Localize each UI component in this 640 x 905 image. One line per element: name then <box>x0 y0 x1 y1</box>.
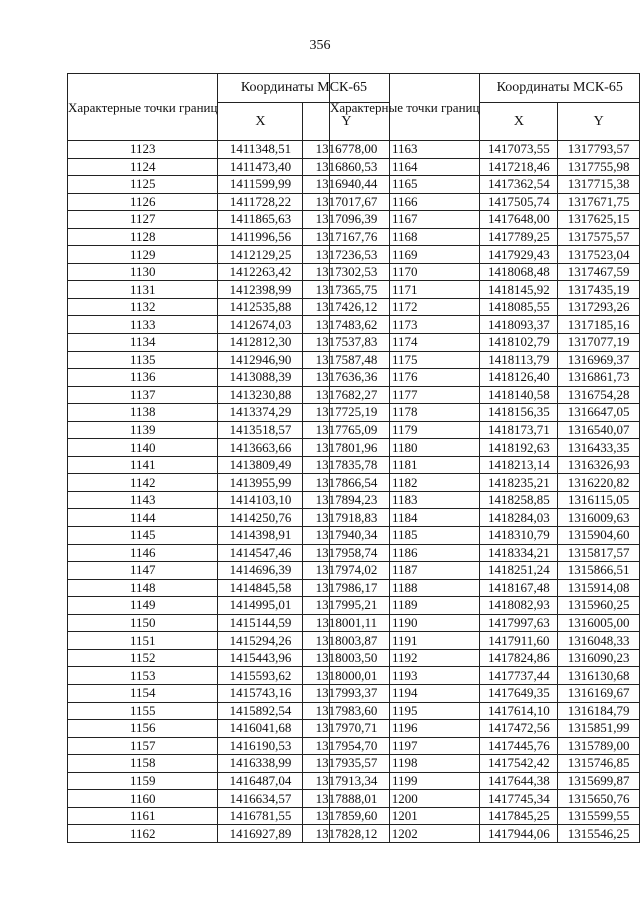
y-coordinate-cell: 1317293,26 <box>558 298 640 316</box>
table-row <box>330 386 640 404</box>
x-coordinate-cell: 1417911,60 <box>480 632 558 650</box>
y-coordinate-cell: 1315866,51 <box>558 562 640 580</box>
table-row <box>330 369 640 387</box>
x-coordinate-cell: 1418167,48 <box>480 579 558 597</box>
x-coordinate-cell: 1416927,89 <box>218 825 303 843</box>
x-coordinate-cell: 1412263,42 <box>218 263 303 281</box>
y-coordinate-cell: 1317537,83 <box>303 334 390 352</box>
y-coordinate-cell: 1316940,44 <box>303 176 390 194</box>
y-coordinate-cell: 1316861,73 <box>558 369 640 387</box>
y-coordinate-cell: 1317974,02 <box>303 562 390 580</box>
y-coordinate-cell: 1317671,75 <box>558 193 640 211</box>
x-coordinate-cell: 1418113,79 <box>480 351 558 369</box>
point-number-cell: 1160 <box>68 790 218 808</box>
x-coordinate-cell: 1413088,39 <box>218 369 303 387</box>
table-row <box>330 474 640 492</box>
point-number-cell: 1159 <box>68 772 218 790</box>
point-number-cell: 1175 <box>330 351 480 369</box>
point-number-cell: 1169 <box>330 246 480 264</box>
y-coordinate-cell: 1315960,25 <box>558 597 640 615</box>
x-coordinate-cell: 1417997,63 <box>480 614 558 632</box>
y-coordinate-cell: 1316115,05 <box>558 491 640 509</box>
x-coordinate-cell: 1418145,92 <box>480 281 558 299</box>
header-y: Y <box>558 103 640 141</box>
x-coordinate-cell: 1415144,59 <box>218 614 303 632</box>
table-row <box>330 263 640 281</box>
x-coordinate-cell: 1417649,35 <box>480 684 558 702</box>
y-coordinate-cell: 1317983,60 <box>303 702 390 720</box>
table-row <box>330 228 640 246</box>
x-coordinate-cell: 1414845,58 <box>218 579 303 597</box>
table-row <box>330 720 640 738</box>
point-number-cell: 1177 <box>330 386 480 404</box>
table-row <box>330 790 640 808</box>
y-coordinate-cell: 1315851,99 <box>558 720 640 738</box>
x-coordinate-cell: 1416781,55 <box>218 807 303 825</box>
point-number-cell: 1156 <box>68 720 218 738</box>
point-number-cell: 1150 <box>68 614 218 632</box>
x-coordinate-cell: 1411996,56 <box>218 228 303 246</box>
table-row <box>330 825 640 843</box>
point-number-cell: 1188 <box>330 579 480 597</box>
x-coordinate-cell: 1413809,49 <box>218 456 303 474</box>
point-number-cell: 1144 <box>68 509 218 527</box>
header-x: X <box>218 103 303 141</box>
point-number-cell: 1168 <box>330 228 480 246</box>
point-number-cell: 1178 <box>330 404 480 422</box>
y-coordinate-cell: 1317435,19 <box>558 281 640 299</box>
point-number-cell: 1176 <box>330 369 480 387</box>
point-number-cell: 1128 <box>68 228 218 246</box>
x-coordinate-cell: 1417218,46 <box>480 158 558 176</box>
y-coordinate-cell: 1315817,57 <box>558 544 640 562</box>
table-row <box>330 193 640 211</box>
header-characteristic-points: Характерные точки границ <box>68 74 218 141</box>
y-coordinate-cell: 1315650,76 <box>558 790 640 808</box>
x-coordinate-cell: 1417472,56 <box>480 720 558 738</box>
point-number-cell: 1180 <box>330 439 480 457</box>
x-coordinate-cell: 1412946,90 <box>218 351 303 369</box>
point-number-cell: 1146 <box>68 544 218 562</box>
x-coordinate-cell: 1411728,22 <box>218 193 303 211</box>
point-number-cell: 1135 <box>68 351 218 369</box>
point-number-cell: 1148 <box>68 579 218 597</box>
header-characteristic-points: Характерные точки границ <box>330 74 480 141</box>
point-number-cell: 1185 <box>330 527 480 545</box>
x-coordinate-cell: 1413955,99 <box>218 474 303 492</box>
x-coordinate-cell: 1418068,48 <box>480 263 558 281</box>
y-coordinate-cell: 1317365,75 <box>303 281 390 299</box>
table-row <box>330 702 640 720</box>
point-number-cell: 1167 <box>330 211 480 229</box>
page-number: 356 <box>309 38 331 53</box>
x-coordinate-cell: 1417745,34 <box>480 790 558 808</box>
y-coordinate-cell: 1315904,60 <box>558 527 640 545</box>
y-coordinate-cell: 1317954,70 <box>303 737 390 755</box>
table-row <box>330 456 640 474</box>
x-coordinate-cell: 1414250,76 <box>218 509 303 527</box>
x-coordinate-cell: 1417789,25 <box>480 228 558 246</box>
point-number-cell: 1158 <box>68 755 218 773</box>
y-coordinate-cell: 1316220,82 <box>558 474 640 492</box>
y-coordinate-cell: 1317940,34 <box>303 527 390 545</box>
y-coordinate-cell: 1316090,23 <box>558 649 640 667</box>
x-coordinate-cell: 1412812,30 <box>218 334 303 352</box>
x-coordinate-cell: 1418334,21 <box>480 544 558 562</box>
x-coordinate-cell: 1417505,74 <box>480 193 558 211</box>
header-y: Y <box>303 103 390 141</box>
y-coordinate-cell: 1317801,96 <box>303 439 390 457</box>
x-coordinate-cell: 1415294,26 <box>218 632 303 650</box>
y-coordinate-cell: 1315914,08 <box>558 579 640 597</box>
x-coordinate-cell: 1417845,25 <box>480 807 558 825</box>
x-coordinate-cell: 1418093,37 <box>480 316 558 334</box>
point-number-cell: 1123 <box>68 141 218 159</box>
y-coordinate-cell: 1317888,01 <box>303 790 390 808</box>
table-row <box>330 597 640 615</box>
header-coordinates: Координаты МСК-65 <box>480 74 640 103</box>
point-number-cell: 1198 <box>330 755 480 773</box>
x-coordinate-cell: 1415593,62 <box>218 667 303 685</box>
y-coordinate-cell: 1317523,04 <box>558 246 640 264</box>
y-coordinate-cell: 1315599,55 <box>558 807 640 825</box>
point-number-cell: 1130 <box>68 263 218 281</box>
y-coordinate-cell: 1315789,00 <box>558 737 640 755</box>
y-coordinate-cell: 1317828,12 <box>303 825 390 843</box>
x-coordinate-cell: 1417648,00 <box>480 211 558 229</box>
x-coordinate-cell: 1417542,42 <box>480 755 558 773</box>
coordinates-table-right <box>329 73 640 843</box>
table-row <box>330 421 640 439</box>
x-coordinate-cell: 1418156,35 <box>480 404 558 422</box>
point-number-cell: 1138 <box>68 404 218 422</box>
point-number-cell: 1140 <box>68 439 218 457</box>
point-number-cell: 1181 <box>330 456 480 474</box>
point-number-cell: 1124 <box>68 158 218 176</box>
point-number-cell: 1162 <box>68 825 218 843</box>
y-coordinate-cell: 1317017,67 <box>303 193 390 211</box>
y-coordinate-cell: 1317302,53 <box>303 263 390 281</box>
y-coordinate-cell: 1317715,38 <box>558 176 640 194</box>
x-coordinate-cell: 1417824,86 <box>480 649 558 667</box>
y-coordinate-cell: 1317970,71 <box>303 720 390 738</box>
table-row <box>330 176 640 194</box>
x-coordinate-cell: 1417929,43 <box>480 246 558 264</box>
y-coordinate-cell: 1317185,16 <box>558 316 640 334</box>
point-number-cell: 1137 <box>68 386 218 404</box>
table-row <box>330 755 640 773</box>
table-row <box>330 351 640 369</box>
x-coordinate-cell: 1412398,99 <box>218 281 303 299</box>
x-coordinate-cell: 1418251,24 <box>480 562 558 580</box>
y-coordinate-cell: 1316754,28 <box>558 386 640 404</box>
y-coordinate-cell: 1316778,00 <box>303 141 390 159</box>
x-coordinate-cell: 1414995,01 <box>218 597 303 615</box>
y-coordinate-cell: 1317993,37 <box>303 684 390 702</box>
point-number-cell: 1136 <box>68 369 218 387</box>
point-number-cell: 1157 <box>68 737 218 755</box>
x-coordinate-cell: 1413230,88 <box>218 386 303 404</box>
table-row <box>330 772 640 790</box>
x-coordinate-cell: 1417644,38 <box>480 772 558 790</box>
point-number-cell: 1189 <box>330 597 480 615</box>
point-number-cell: 1147 <box>68 562 218 580</box>
x-coordinate-cell: 1414103,10 <box>218 491 303 509</box>
point-number-cell: 1195 <box>330 702 480 720</box>
point-number-cell: 1149 <box>68 597 218 615</box>
y-coordinate-cell: 1316433,35 <box>558 439 640 457</box>
table-row <box>330 737 640 755</box>
y-coordinate-cell: 1316048,33 <box>558 632 640 650</box>
x-coordinate-cell: 1417614,10 <box>480 702 558 720</box>
x-coordinate-cell: 1416487,04 <box>218 772 303 790</box>
x-coordinate-cell: 1413374,29 <box>218 404 303 422</box>
x-coordinate-cell: 1412535,88 <box>218 298 303 316</box>
y-coordinate-cell: 1317935,57 <box>303 755 390 773</box>
point-number-cell: 1131 <box>68 281 218 299</box>
point-number-cell: 1126 <box>68 193 218 211</box>
x-coordinate-cell: 1411865,63 <box>218 211 303 229</box>
y-coordinate-cell: 1317682,27 <box>303 386 390 404</box>
table-row <box>330 684 640 702</box>
table-row <box>330 614 640 632</box>
point-number-cell: 1201 <box>330 807 480 825</box>
table-row <box>330 211 640 229</box>
y-coordinate-cell: 1318003,87 <box>303 632 390 650</box>
point-number-cell: 1199 <box>330 772 480 790</box>
x-coordinate-cell: 1412129,25 <box>218 246 303 264</box>
y-coordinate-cell: 1317625,15 <box>558 211 640 229</box>
y-coordinate-cell: 1316184,79 <box>558 702 640 720</box>
x-coordinate-cell: 1411348,51 <box>218 141 303 159</box>
point-number-cell: 1132 <box>68 298 218 316</box>
x-coordinate-cell: 1415743,16 <box>218 684 303 702</box>
table-row <box>330 158 640 176</box>
y-coordinate-cell: 1317077,19 <box>558 334 640 352</box>
x-coordinate-cell: 1418085,55 <box>480 298 558 316</box>
y-coordinate-cell: 1317793,57 <box>558 141 640 159</box>
x-coordinate-cell: 1415892,54 <box>218 702 303 720</box>
x-coordinate-cell: 1414398,91 <box>218 527 303 545</box>
y-coordinate-cell: 1316009,63 <box>558 509 640 527</box>
y-coordinate-cell: 1317958,74 <box>303 544 390 562</box>
y-coordinate-cell: 1317918,83 <box>303 509 390 527</box>
point-number-cell: 1187 <box>330 562 480 580</box>
y-coordinate-cell: 1317986,17 <box>303 579 390 597</box>
y-coordinate-cell: 1317236,53 <box>303 246 390 264</box>
y-coordinate-cell: 1316005,00 <box>558 614 640 632</box>
point-number-cell: 1184 <box>330 509 480 527</box>
x-coordinate-cell: 1416338,99 <box>218 755 303 773</box>
x-coordinate-cell: 1416041,68 <box>218 720 303 738</box>
table-row <box>330 141 640 159</box>
point-number-cell: 1186 <box>330 544 480 562</box>
point-number-cell: 1183 <box>330 491 480 509</box>
table-row <box>330 491 640 509</box>
x-coordinate-cell: 1418126,40 <box>480 369 558 387</box>
table-row <box>330 509 640 527</box>
x-coordinate-cell: 1414547,46 <box>218 544 303 562</box>
point-number-cell: 1200 <box>330 790 480 808</box>
y-coordinate-cell: 1317765,09 <box>303 421 390 439</box>
x-coordinate-cell: 1417073,55 <box>480 141 558 159</box>
x-coordinate-cell: 1417445,76 <box>480 737 558 755</box>
point-number-cell: 1196 <box>330 720 480 738</box>
point-number-cell: 1179 <box>330 421 480 439</box>
x-coordinate-cell: 1418082,93 <box>480 597 558 615</box>
table-row <box>330 632 640 650</box>
y-coordinate-cell: 1317483,62 <box>303 316 390 334</box>
table-row <box>330 316 640 334</box>
table-row <box>330 544 640 562</box>
y-coordinate-cell: 1315699,87 <box>558 772 640 790</box>
x-coordinate-cell: 1411473,40 <box>218 158 303 176</box>
x-coordinate-cell: 1418258,85 <box>480 491 558 509</box>
x-coordinate-cell: 1413518,57 <box>218 421 303 439</box>
x-coordinate-cell: 1418173,71 <box>480 421 558 439</box>
y-coordinate-cell: 1316969,37 <box>558 351 640 369</box>
point-number-cell: 1154 <box>68 684 218 702</box>
y-coordinate-cell: 1318000,01 <box>303 667 390 685</box>
table-row <box>330 246 640 264</box>
table-row <box>330 667 640 685</box>
point-number-cell: 1151 <box>68 632 218 650</box>
y-coordinate-cell: 1317426,12 <box>303 298 390 316</box>
point-number-cell: 1172 <box>330 298 480 316</box>
header-coordinates: Координаты МСК-65 <box>218 74 390 103</box>
table-row <box>330 527 640 545</box>
point-number-cell: 1194 <box>330 684 480 702</box>
y-coordinate-cell: 1316647,05 <box>558 404 640 422</box>
point-number-cell: 1161 <box>68 807 218 825</box>
table-row <box>330 649 640 667</box>
point-number-cell: 1153 <box>68 667 218 685</box>
table-row <box>330 404 640 422</box>
y-coordinate-cell: 1318001,11 <box>303 614 390 632</box>
x-coordinate-cell: 1418102,79 <box>480 334 558 352</box>
point-number-cell: 1190 <box>330 614 480 632</box>
y-coordinate-cell: 1317575,57 <box>558 228 640 246</box>
y-coordinate-cell: 1317167,76 <box>303 228 390 246</box>
header-x: X <box>480 103 558 141</box>
table-row <box>330 807 640 825</box>
point-number-cell: 1182 <box>330 474 480 492</box>
y-coordinate-cell: 1317096,39 <box>303 211 390 229</box>
x-coordinate-cell: 1416190,53 <box>218 737 303 755</box>
point-number-cell: 1192 <box>330 649 480 667</box>
x-coordinate-cell: 1416634,57 <box>218 790 303 808</box>
y-coordinate-cell: 1316169,67 <box>558 684 640 702</box>
y-coordinate-cell: 1317725,19 <box>303 404 390 422</box>
point-number-cell: 1152 <box>68 649 218 667</box>
point-number-cell: 1139 <box>68 421 218 439</box>
point-number-cell: 1127 <box>68 211 218 229</box>
y-coordinate-cell: 1317859,60 <box>303 807 390 825</box>
x-coordinate-cell: 1417362,54 <box>480 176 558 194</box>
point-number-cell: 1170 <box>330 263 480 281</box>
x-coordinate-cell: 1417737,44 <box>480 667 558 685</box>
point-number-cell: 1134 <box>68 334 218 352</box>
x-coordinate-cell: 1412674,03 <box>218 316 303 334</box>
point-number-cell: 1197 <box>330 737 480 755</box>
point-number-cell: 1174 <box>330 334 480 352</box>
y-coordinate-cell: 1317636,36 <box>303 369 390 387</box>
y-coordinate-cell: 1316540,07 <box>558 421 640 439</box>
table-row <box>330 562 640 580</box>
x-coordinate-cell: 1418213,14 <box>480 456 558 474</box>
x-coordinate-cell: 1417944,06 <box>480 825 558 843</box>
y-coordinate-cell: 1317894,23 <box>303 491 390 509</box>
point-number-cell: 1125 <box>68 176 218 194</box>
y-coordinate-cell: 1316326,93 <box>558 456 640 474</box>
point-number-cell: 1133 <box>68 316 218 334</box>
table-row <box>330 298 640 316</box>
table-row <box>330 281 640 299</box>
y-coordinate-cell: 1317467,59 <box>558 263 640 281</box>
point-number-cell: 1164 <box>330 158 480 176</box>
y-coordinate-cell: 1317755,98 <box>558 158 640 176</box>
x-coordinate-cell: 1418140,58 <box>480 386 558 404</box>
x-coordinate-cell: 1418284,03 <box>480 509 558 527</box>
y-coordinate-cell: 1317995,21 <box>303 597 390 615</box>
x-coordinate-cell: 1413663,66 <box>218 439 303 457</box>
point-number-cell: 1155 <box>68 702 218 720</box>
point-number-cell: 1202 <box>330 825 480 843</box>
point-number-cell: 1143 <box>68 491 218 509</box>
point-number-cell: 1193 <box>330 667 480 685</box>
x-coordinate-cell: 1414696,39 <box>218 562 303 580</box>
y-coordinate-cell: 1316860,53 <box>303 158 390 176</box>
x-coordinate-cell: 1418192,63 <box>480 439 558 457</box>
y-coordinate-cell: 1317587,48 <box>303 351 390 369</box>
x-coordinate-cell: 1411599,99 <box>218 176 303 194</box>
y-coordinate-cell: 1317835,78 <box>303 456 390 474</box>
y-coordinate-cell: 1318003,50 <box>303 649 390 667</box>
point-number-cell: 1166 <box>330 193 480 211</box>
y-coordinate-cell: 1317866,54 <box>303 474 390 492</box>
point-number-cell: 1145 <box>68 527 218 545</box>
table-row <box>330 579 640 597</box>
point-number-cell: 1129 <box>68 246 218 264</box>
point-number-cell: 1142 <box>68 474 218 492</box>
y-coordinate-cell: 1316130,68 <box>558 667 640 685</box>
y-coordinate-cell: 1317913,34 <box>303 772 390 790</box>
point-number-cell: 1165 <box>330 176 480 194</box>
table-body-right <box>330 141 640 843</box>
x-coordinate-cell: 1418235,21 <box>480 474 558 492</box>
point-number-cell: 1171 <box>330 281 480 299</box>
y-coordinate-cell: 1315546,25 <box>558 825 640 843</box>
point-number-cell: 1163 <box>330 141 480 159</box>
x-coordinate-cell: 1418310,79 <box>480 527 558 545</box>
table-row <box>330 334 640 352</box>
x-coordinate-cell: 1415443,96 <box>218 649 303 667</box>
table-row <box>330 439 640 457</box>
point-number-cell: 1191 <box>330 632 480 650</box>
point-number-cell: 1141 <box>68 456 218 474</box>
point-number-cell: 1173 <box>330 316 480 334</box>
y-coordinate-cell: 1315746,85 <box>558 755 640 773</box>
